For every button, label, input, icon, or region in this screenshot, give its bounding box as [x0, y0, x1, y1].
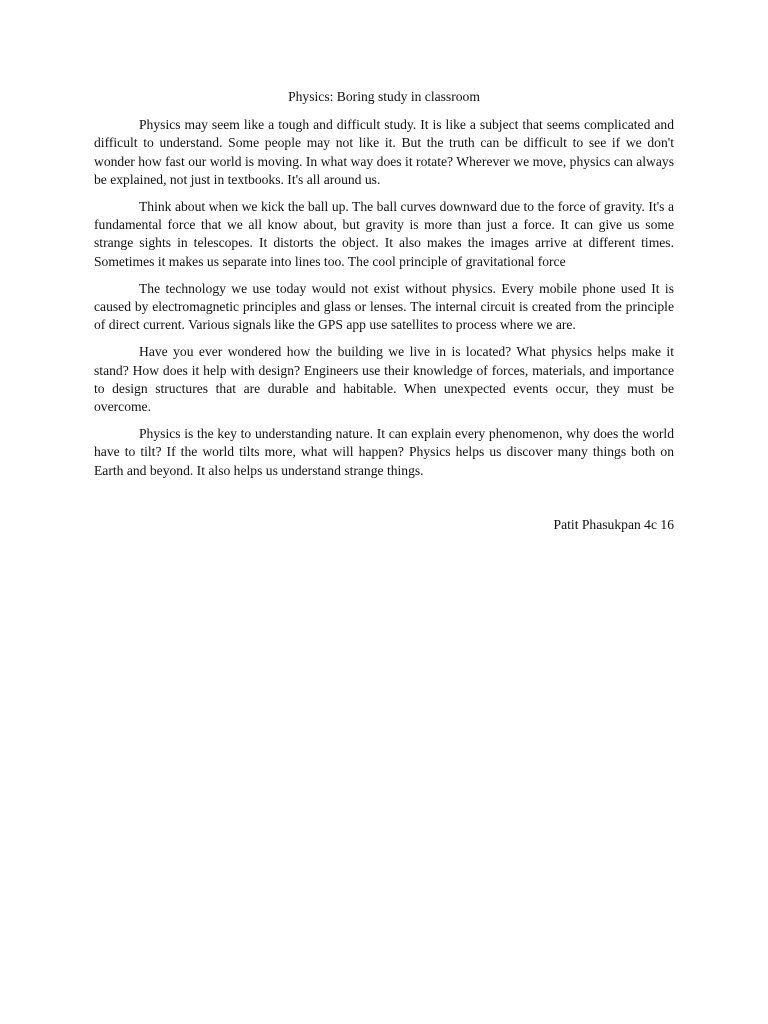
paragraph-4: Have you ever wondered how the building we live in is located? What physics helps make it stand? How does it help with design? Engineers use their knowledge of forces, materials, and importance to design structures that are durable and habitable. When unexpected events occur, they must be overcome. [94, 344, 674, 415]
author-signature: Patit Phasukpan 4c 16 [553, 516, 674, 532]
paragraph-5: Physics is the key to understanding nature. It can explain every phenomenon, why does the world have to tilt? If the world tilts more, what will happen? Physics helps us discover many things both on Earth and beyond. It also helps us understand strange things. [94, 426, 674, 478]
document-title: Physics: Boring study in classroom [288, 89, 480, 104]
paragraph-3: The technology we use today would not exist without physics. Every mobile phone used It is caused by electromagnetic principles and glass or lenses. The internal circuit is created from the principle of direct current. Various signals like the GPS app use satellites to process where we are. [94, 280, 674, 333]
paragraph-2: Think about when we kick the ball up. The ball curves downward due to the force of gravity. It's a fundamental force that we all know about, but gravity is more than just a force. It can give us some strange sights in telescopes. It distorts the object. It also makes the images arrive at different times. Sometimes it makes us separate into lines too. The cool principle of gravitational force [94, 199, 674, 269]
document-body [94, 88, 674, 534]
paragraph-1: Physics may seem like a tough and difficult study. It is like a subject that seems complicated and difficult to understand. Some people may not like it. But the truth can be difficult to see if we don't wonder how fast our world is moving. In what way does it rotate? Wherever we move, physics can always be explained, not just in textbooks. It's all around us. [94, 117, 674, 187]
